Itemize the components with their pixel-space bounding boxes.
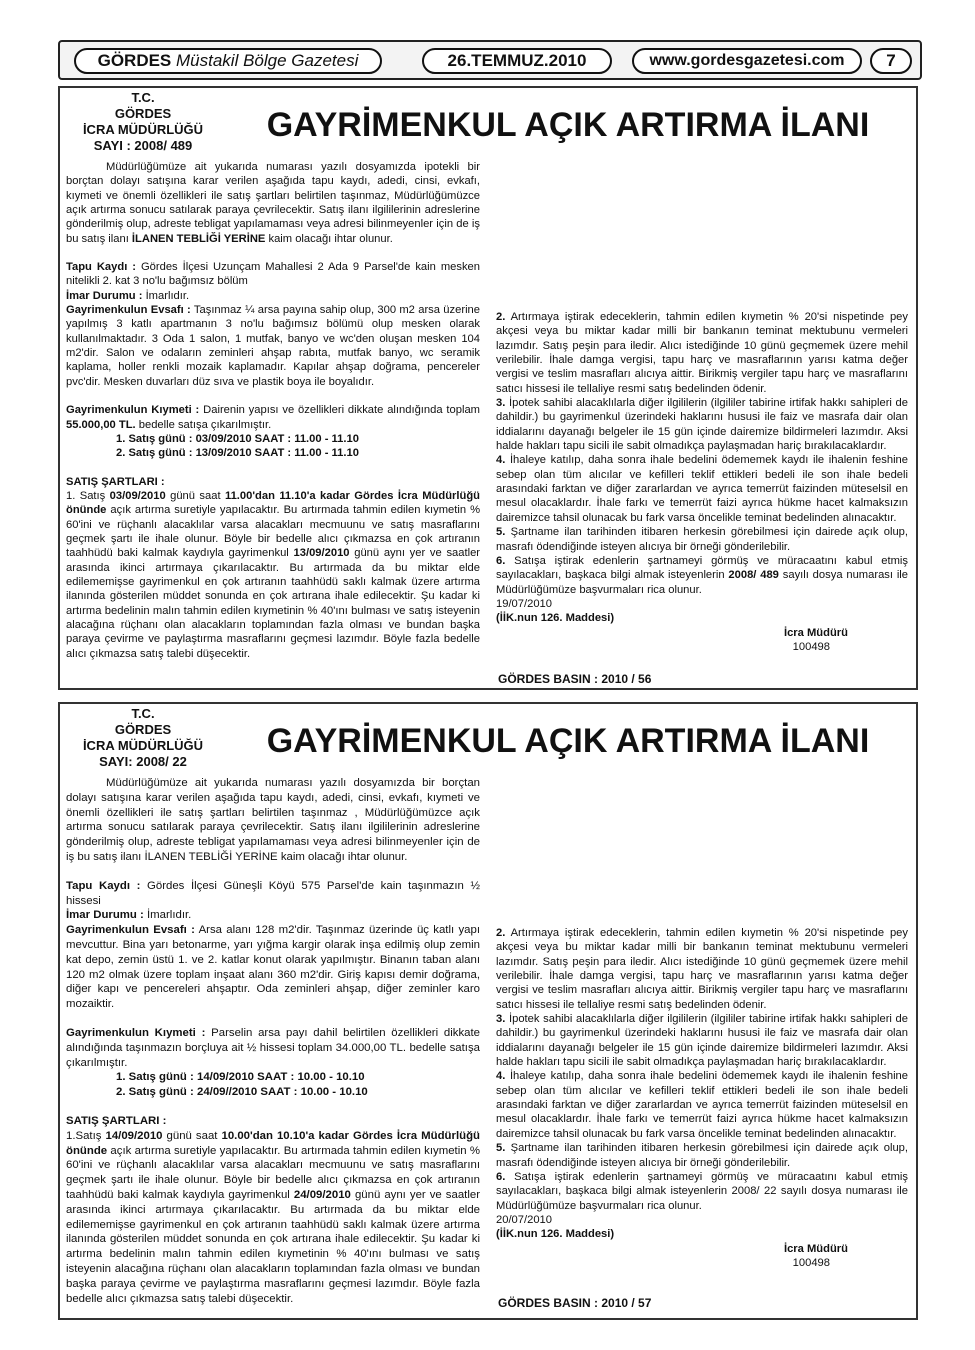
notice-headline: GAYRİMENKUL AÇIK ARTIRMA İLANI <box>266 722 870 760</box>
file-number: SAYI : 2008/ 489 <box>93 138 193 153</box>
condition-1: 1. Satış 03/09/2010 günü saat 11.00'dan 11.10'a kadar Gördes İcra Müdürlüğü önünde açık artırma suretiyle yapılacaktır. Bu artırmada tahmin edilen kıymetin % 60'ini ve rüçhanlı alacaklılar varsa alacakları mecmuunu ve satış masraflarını geçmek şartı ile ihale olunur. Böyle bir bedelle alıcı çıkmazsa en çok artıranın taahhüdü baki kalmak kaydıyla gayrimenkul 13/09/2010 günü aynı yer ve saatler arasında ikinci artırmaya çıkarılacaktır. Bu artırmada da bu miktar elde edilememişse gayrimenkul en çok artıranın taahhüdü saklı kalmak üzere artırma ilanında gösterilen müddet sonunda en çok artırana ihale edilecektir. Şu kadar ki artırma bedelinin malın tahmin edilen kıymetinin % 40'ını bulması ve satış isteyenin alacağına rüçhanı olan alacakların toplamından fazla olması ve bundan başka paraya çevirme ve paylaştırma masraflarını geçmesi lazımdır. Böyle fazla bedelle alıcı çıkmazsa satış talebi düşecektir. <box>66 489 481 660</box>
issuer-line: İCRA MÜDÜRLÜĞÜ <box>82 738 204 753</box>
page-number: 7 <box>870 48 912 74</box>
auction-notice-1 <box>58 86 918 690</box>
sale-date-1: 1. Satış günü : 14/09/2010 SAAT : 10.00 - 10.10 <box>116 1071 365 1084</box>
condition-4: 4. İhaleye katılıp, daha sonra ihale bedelini ödememek kaydı ile ihalenin feshine sebep olan tüm alıcılar ve kefilleri teklif ettikleri bedeli ile son ihale bedeli arasındaki farktan ve diğer zararlardan ve ayrıca temerrüt faizinden müteselsil en mesul olacaklardır. İhale farkı ve temerrüt faizi ayrıca hükme hacet kalmaksızın dairemizce tahsil olunacak bu fark varsa öncelikle teminat bedelinden alınacaktır. <box>496 1070 909 1140</box>
condition-3: 3. İpotek sahibi alacaklılarla diğer ilgililerin (ilgililer tabirine irtifak hakkı sahipleri de dahildir.) bu gayrimenkul üzerindeki haklarını hususi ile faiz ve masrafa dair olan iddialarını dayanağı belgeler ile 15 gün içinde dairemize bildirmeleri lazımdır. Aksi halde hakları tapu sicili ile sabit olmadıkça paylaşmadan hariç bırakılacaklardır. <box>496 397 909 453</box>
press-code: GÖRDES BASIN : 2010 / 56 <box>498 672 652 686</box>
tapu-paragraph: Tapu Kaydı : Gördes İlçesi Güneşli Köyü 575 Parsel'de kain taşınmazın ½ hissesi <box>66 879 480 907</box>
tapu-paragraph: Tapu Kaydı : Gördes İlçesi Uzunçam Mahallesi 2 Ada 9 Parsel'de kain mesken nitelikli 2. kat 3 no'lu bağımsız bölüm <box>66 261 480 288</box>
issuer-block <box>64 706 222 770</box>
condition-5: 5. Şartname ilan tarihinden itibaren herkesin görebilmesi için dairede açık olup, masrafı ödendiğinde isteyen alıcıya bir örneği gönderilebilir. <box>496 1142 909 1169</box>
imar-paragraph: İmar Durumu : İmarlıdır. <box>66 909 192 922</box>
kiymet-paragraph: Gayrimenkulun Kıymeti : Dairenin yapısı ve özellikleri dikkate alındığında toplam 55.000,00 TL. bedelle satışa çıkarılmıştır. <box>66 404 480 431</box>
signer-number: 100498 <box>792 640 830 653</box>
issuer-line: T.C. <box>131 90 155 105</box>
website-link[interactable]: www.gordesgazetesi.com <box>632 48 862 74</box>
intro-paragraph: Müdürlüğümüze ait yukarıda numarası yazılı dosyamızda ipotekli bir borçtan dolayı satışına karar verilen aşağıda tapu kaydı, adedi, cinsi, evkafı, kıymeti ve önemli özellikleri ile satış şartları belirtilen taşınmaz, Müdürlüğümüzce açık artırma sonucu satılarak paraya çevrilecektir. Satış ilanı ilgililerinin adreslerine gönderilmiş olup, adreste tebligat yapılamaması veya adresi bilinmeyenler için de iş bu satış ilanı İLANEN TEBLİĞİ YERİNE kaim olacağı ihtar olunur. <box>66 161 480 245</box>
paper-title-pill <box>74 48 382 74</box>
notice-right-column <box>496 310 908 654</box>
kiymet-paragraph: Gayrimenkulun Kıymeti : Parselin arsa payı dahil belirtilen özellikleri dikkate alındığında taşınmazın borçluya ait ½ hissesi toplam 34.000,00 TL. bedelle satışa çıkarılmıştır. <box>66 1026 480 1069</box>
conditions-heading: SATIŞ ŞARTLARI : <box>66 475 165 488</box>
signer-title: İcra Müdürü <box>783 1242 848 1255</box>
signer-title: İcra Müdürü <box>783 626 848 639</box>
condition-1: 1.Satış 14/09/2010 günü saat 10.00'dan 10.10'a kadar Gördes İcra Müdürlüğü önünde açık artırma suretiyle yapılacaktır. Bu artırmada tahmin edilen kıymetin % 60'ini ve rüçhanlı alacaklılar varsa alacakları mecmuunu ve satış masraflarını geçmek şartı ile ihale olunur. Böyle bir bedelle alıcı çıkmazsa en çok artıranın taahhüdü baki kalmak kaydıyla gayrimenkul 24/09/2010 günü aynı yer ve saatler arasında ikinci artırmaya çıkarılacaktır. Bu artırmada da bu miktar elde edilememişse gayrimenkul en çok artıranın taahhüdü saklı kalmak üzere artırma ilanında gösterilen müddet sonunda en çok artırana ihale edilecektir. Şu kadar ki artırma bedelinin malın tahmin edilen kıymetinin % 40'ını bulması ve satış isteyenin alacağına rüçhanı olan alacakların toplamından fazla olması ve bundan başka paraya çevirme ve paylaştırma masraflarını geçmesi lazımdır. Böyle fazla bedelle alıcı çıkmazsa satış talebi düşecektir. <box>66 1129 480 1305</box>
condition-6: 6. Satışa iştirak edenlerin şartnameyi görmüş ve müracaatını kabul etmiş sayılacakları, başkaca bilgi almak isteyenlerin 2008/ 22 sayılı dosya numarası ile Müdürlüğümüze başvurmaları rica olunur. <box>496 1170 909 1212</box>
conditions-heading: SATIŞ ŞARTLARI : <box>66 1114 167 1127</box>
issuer-line: GÖRDES <box>114 722 172 737</box>
issue-date-line: 20/07/2010 <box>496 1213 552 1226</box>
paper-name: GÖRDES <box>97 51 172 70</box>
page-header <box>58 40 922 80</box>
evsaf-paragraph: Gayrimenkulun Evsafı : Taşınmaz ¼ arsa payına sahip olup, 300 m2 arsa üzerine yapılmış 3 katlı apartmanın 3 no'lu bağımsız bölümü olup mesken olarak kullanılmaktadır. 3 Oda 1 salon, 1 mutfak, banyo ve wc'den oluşan mesken 104 m2'dir. Salon ve odaların zeminleri ahşap rabıta, mutfak banyo, wc seramik kaplama, holler renkli mozaik kaplamadır. Kapılar ahşap doğrama, pencereler pvc'dir. Mesken duvarları düz sıva ve plastik boya ile boyalıdır. <box>66 304 481 388</box>
evsaf-paragraph: Gayrimenkulun Evsafı : Arsa alanı 128 m2'dir. Taşınmaz üzerinde üç katlı yapı mevcuttur. Bina yarı betonarme, yarı yığma kargir olarak inşa edilmiş olup zemin kat depo, zemin üstü 1. ve 2. katlar konut olarak yapılmıştır. Binanın taban alanı 120 m2 olmak üzere toplam inşaat alanı 360 m2'dir. Giriş kapısı demir doğrama, diğer kapı ve pencereleri ahşaptır. Oda zeminleri ahşap, diğer zeminler karo mozaiktir. <box>66 924 480 1011</box>
issue-date-line: 19/07/2010 <box>496 597 552 610</box>
condition-6: 6. Satışa iştirak edenlerin şartnameyi görmüş ve müracaatını kabul etmiş sayılacakları, başkaca bilgi almak isteyenlerin 2008/ 489 sayılı dosya numarası ile Müdürlüğümüze başvurmaları rica olunur. <box>496 554 909 596</box>
issuer-line: GÖRDES <box>114 106 172 121</box>
sale-date-1: 1. Satış günü : 03/09/2010 SAAT : 11.00 - 11.10 <box>116 432 359 445</box>
condition-3: 3. İpotek sahibi alacaklılarla diğer ilgililerin (ilgililer tabirine irtifak hakkı sahipleri de dahildir.) bu gayrimenkul üzerindeki haklarını hususi ile faiz ve masrafa dair olan iddialarını dayanağı belgeler ile 15 gün içinde dairemize bildirmeleri lazımdır. Aksi halde hakları tapu sicili ile sabit olmadıkça paylaşmadan hariç bırakılacaklardır. <box>496 1013 909 1069</box>
signer-number: 100498 <box>792 1256 830 1269</box>
issuer-block <box>64 90 222 154</box>
notice-left-column <box>66 160 480 661</box>
issuer-line: İCRA MÜDÜRLÜĞÜ <box>82 122 204 137</box>
law-reference: (İİK.nun 126. Maddesi) <box>496 612 615 625</box>
issue-date: 26.TEMMUZ.2010 <box>422 48 612 74</box>
notice-headline: GAYRİMENKUL AÇIK ARTIRMA İLANI <box>266 106 870 144</box>
sale-date-2: 2. Satış günü : 13/09/2010 SAAT : 11.00 - 11.10 <box>116 447 359 460</box>
issuer-line: T.C. <box>131 706 155 721</box>
condition-2: 2. Artırmaya iştirak edeceklerin, tahmin edilen kıymetin % 20'si nispetinde pey akçesi veya bu miktar kadar milli bir bankanın teminat mektubunu vermeleri lazımdır. Satış peşin para iledir. Alıcı istediğinde 10 günü geçmemek üzere mehil verilebilir. İhale damga vergisi, tapu harç ve masraflarının yarısı katma değer vergisi ve teslim masrafları alıcıya aittir. Birikmiş vergiler tapu harç ve masraflarını satıcı hissesi ile tellaliye resmi satış bedelinden ödenir. <box>496 311 908 395</box>
press-code: GÖRDES BASIN : 2010 / 57 <box>498 1296 652 1310</box>
condition-2: 2. Artırmaya iştirak edeceklerin, tahmin edilen kıymetin % 20'si nispetinde pey akçesi veya bu miktar kadar milli bir bankanın teminat mektubunu vermeleri lazımdır. Satış peşin para iledir. Alıcı istediğinde 10 günü geçmemek üzere mehil verilebilir. İhale damga vergisi, tapu harç ve masraflarının yarısı katma değer vergisi ve teslim masrafları alıcıya aittir. Birikmiş vergiler tapu harç ve masraflarını satıcı hissesi ile tellaliye resmi satış bedelinden ödenir. <box>496 927 908 1011</box>
intro-paragraph: Müdürlüğümüze ait yukarıda numarası yazılı dosyamızda bir borçtan dolayı satışına karar verilen aşağıda tapu kaydı, adedi, cinsi, evkafı, kıymeti ve önemli özellikleri ile satış şartları belirtilen taşınmaz , Müdürlüğümüzce açık artırma sonucu satılarak paraya çevrilecektir. Satış ilanı ilgililerinin adreslerine gönderilmiş olup, adreste tebligat yapılamaması veya adresi bilinmeyenler için de iş bu satış ilanı İLANEN TEBLİĞİ YERİNE kaim olacağı ihtar olunur. <box>66 777 480 863</box>
condition-4: 4. İhaleye katılıp, daha sonra ihale bedelini ödememek kaydı ile ihalenin feshine sebep olan tüm alıcılar ve kefilleri teklif ettikleri bedeli ile son ihale bedeli arasındaki farktan ve diğer zararlardan ve ayrıca temerrüt faizinden müteselsil en mesul olacaklardır. İhale farkı ve temerrüt faizi ayrıca hükme hacet kalmaksızın dairemizce tahsil olunacak bu fark varsa öncelikle teminat bedelinden alınacaktır. <box>496 454 909 524</box>
law-reference: (İİK.nun 126. Maddesi) <box>496 1228 615 1241</box>
sale-date-2: 2. Satış günü : 24/09//2010 SAAT : 10.00 - 10.10 <box>116 1086 368 1099</box>
auction-notice-2 <box>58 702 918 1320</box>
notice-right-column <box>496 926 908 1270</box>
paper-subtitle: Müstakil Bölge Gazetesi <box>176 51 359 70</box>
imar-paragraph: İmar Durumu : İmarlıdır. <box>66 289 190 302</box>
file-number: SAYI: 2008/ 22 <box>99 754 187 769</box>
condition-5: 5. Şartname ilan tarihinden itibaren herkesin görebilmesi için dairede açık olup, masrafı ödendiğinde isteyen alıcıya bir örneği gönderilebilir. <box>496 526 909 553</box>
notice-left-column <box>66 776 480 1306</box>
